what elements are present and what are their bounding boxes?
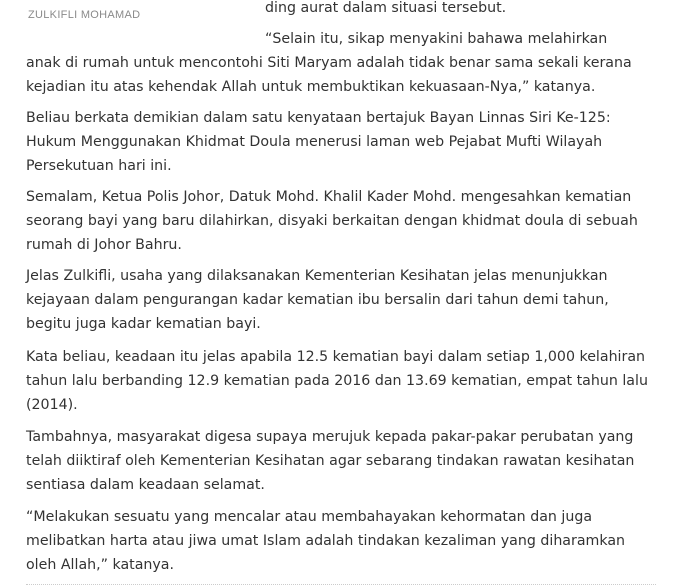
article-paragraph-2	[26, 106, 656, 178]
article-paragraph-0	[265, 0, 506, 20]
paragraph-line: Semalam, Ketua Polis Johor, Datuk Mohd. Khalil Kader Mohd. mengesahkan kematian	[26, 189, 632, 205]
paragraph-line: “Selain itu, sikap menyakini bahawa melahirkan	[265, 31, 608, 47]
paragraph-line: seorang bayi yang baru dilahirkan, disyaki berkaitan dengan khidmat doula di sebuah	[26, 213, 638, 229]
paragraph-line: Hukum Menggunakan Khidmat Doula menerusi laman web Pejabat Mufti Wilayah	[26, 134, 603, 150]
paragraph-line: telah diiktiraf oleh Kementerian Kesihatan agar sebarang tindakan rawatan kesihatan	[26, 453, 635, 469]
paragraph-line: tahun lalu berbanding 12.9 kematian pada 2016 dan 13.69 kematian, empat tahun lalu	[26, 373, 648, 389]
paragraph-line: Kata beliau, keadaan itu jelas apabila 12.5 kematian bayi dalam setiap 1,000 kelahiran	[26, 349, 646, 365]
article-paragraph-6	[26, 425, 656, 497]
paragraph-line: sentiasa dalam keadaan selamat.	[26, 477, 265, 493]
paragraph-line: Tambahnya, masyarakat digesa supaya merujuk kepada pakar-pakar perubatan yang	[26, 429, 634, 445]
paragraph-line: oleh Allah,” katanya.	[26, 557, 175, 573]
paragraph-line: “Melakukan sesuatu yang mencalar atau membahayakan kehormatan dan juga	[26, 509, 593, 525]
article-paragraph-3	[26, 185, 656, 257]
divider	[26, 584, 656, 585]
paragraph-line: kejadian itu atas kehendak Allah untuk membuktikan kekuasaan-Nya,” katanya.	[26, 79, 596, 95]
paragraph-line: rumah di Johor Bahru.	[26, 237, 182, 253]
photo-caption: ZULKIFLI MOHAMAD	[28, 9, 141, 21]
paragraph-line: Beliau berkata demikian dalam satu kenyataan bertajuk Bayan Linnas Siri Ke-125:	[26, 110, 611, 126]
paragraph-line: Jelas Zulkifli, usaha yang dilaksanakan Kementerian Kesihatan jelas menunjukkan	[26, 268, 608, 284]
paragraph-line: Persekutuan hari ini.	[26, 158, 172, 174]
paragraph-line: anak di rumah untuk mencontohi Siti Maryam adalah tidak benar sama sekali kerana	[26, 55, 632, 71]
article-paragraph-7	[26, 505, 656, 577]
article-paragraph-5	[26, 345, 656, 417]
article-paragraph-1	[26, 27, 656, 99]
paragraph-line: begitu juga kadar kematian bayi.	[26, 316, 261, 332]
paragraph-line: melibatkan harta atau jiwa umat Islam adalah tindakan kezaliman yang diharamkan	[26, 533, 626, 549]
paragraph-line: kejayaan dalam pengurangan kadar kematian ibu bersalin dari tahun demi tahun,	[26, 292, 609, 308]
paragraph-line: (2014).	[26, 397, 78, 413]
paragraph-line: ding aurat dalam situasi tersebut.	[265, 0, 507, 16]
article-paragraph-4	[26, 264, 656, 336]
